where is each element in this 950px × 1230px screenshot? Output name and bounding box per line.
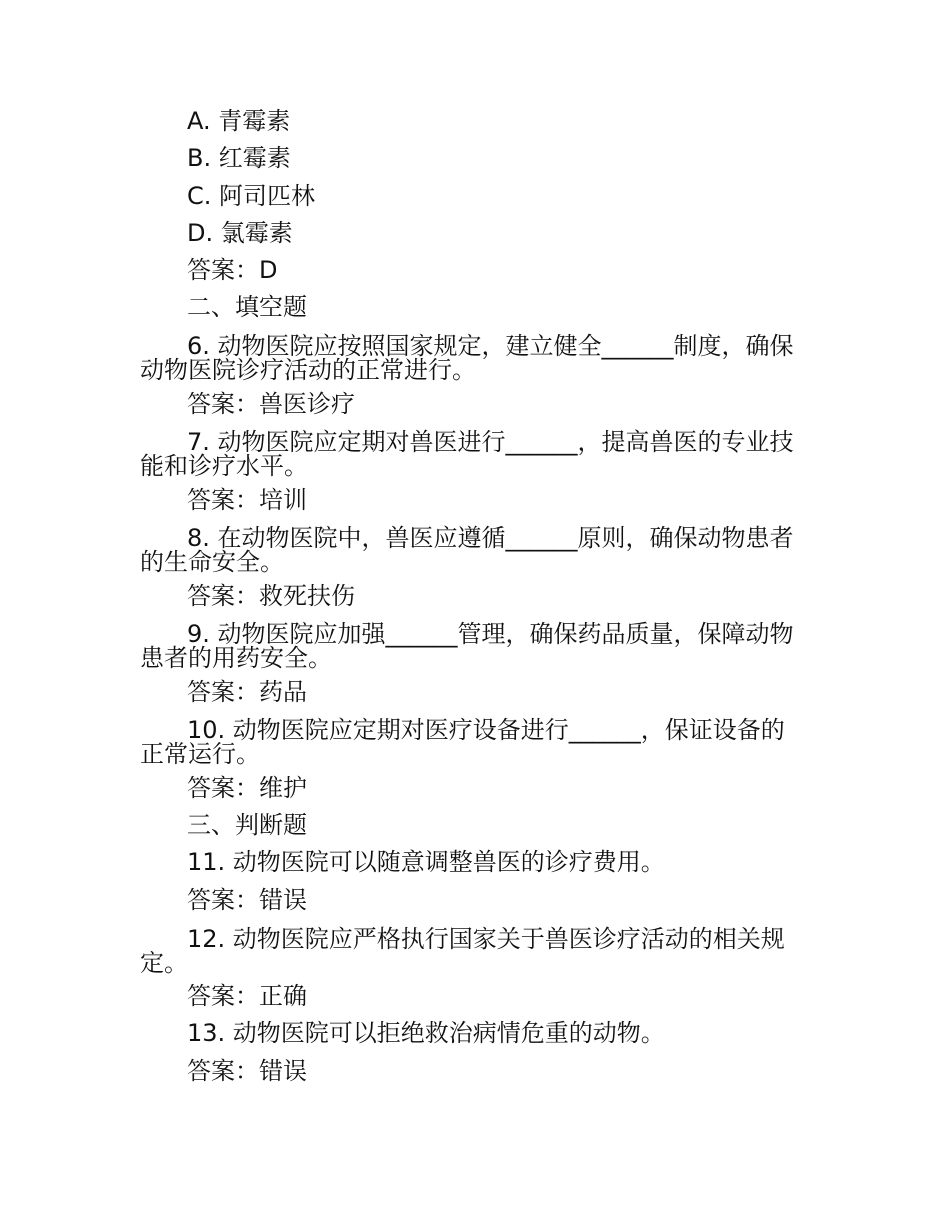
question-13: 13. 动物医院可以拒绝救治病情危重的动物。	[187, 1019, 665, 1047]
answer-7: 答案：培训	[187, 486, 307, 514]
question-11: 11. 动物医院可以随意调整兽医的诊疗费用。	[187, 848, 665, 876]
option-d: D. 氯霉素	[187, 219, 293, 247]
option-b: B. 红霉素	[187, 144, 291, 172]
answer-12: 答案：正确	[187, 982, 307, 1010]
answer-10: 答案：维护	[187, 774, 307, 802]
answer-6: 答案：兽医诊疗	[187, 390, 355, 418]
option-a: A. 青霉素	[187, 107, 291, 135]
question-12: 12. 动物医院应严格执行国家关于兽医诊疗活动的相关规定。	[140, 925, 785, 977]
question-8: 8. 在动物医院中，兽医应遵循______原则，确保动物患者的生命安全。	[140, 524, 794, 576]
question-7: 7. 动物医院应定期对兽医进行______，提高兽医的专业技能和诊疗水平。	[140, 428, 794, 480]
question-6: 6. 动物医院应按照国家规定，建立健全______制度，确保动物医院诊疗活动的正常进行。	[140, 332, 794, 384]
answer-5: 答案：D	[187, 256, 278, 284]
question-10: 10. 动物医院应定期对医疗设备进行______，保证设备的正常运行。	[140, 716, 785, 768]
answer-8: 答案：救死扶伤	[187, 582, 355, 610]
answer-9: 答案：药品	[187, 678, 307, 706]
answer-13: 答案：错误	[187, 1057, 307, 1085]
section-fill-in-title: 二、填空题	[187, 293, 307, 321]
option-c: C. 阿司匹林	[187, 182, 316, 210]
section-true-false-title: 三、判断题	[187, 811, 307, 839]
answer-11: 答案：错误	[187, 886, 307, 914]
question-9: 9. 动物医院应加强______管理，确保药品质量，保障动物患者的用药安全。	[140, 620, 794, 672]
